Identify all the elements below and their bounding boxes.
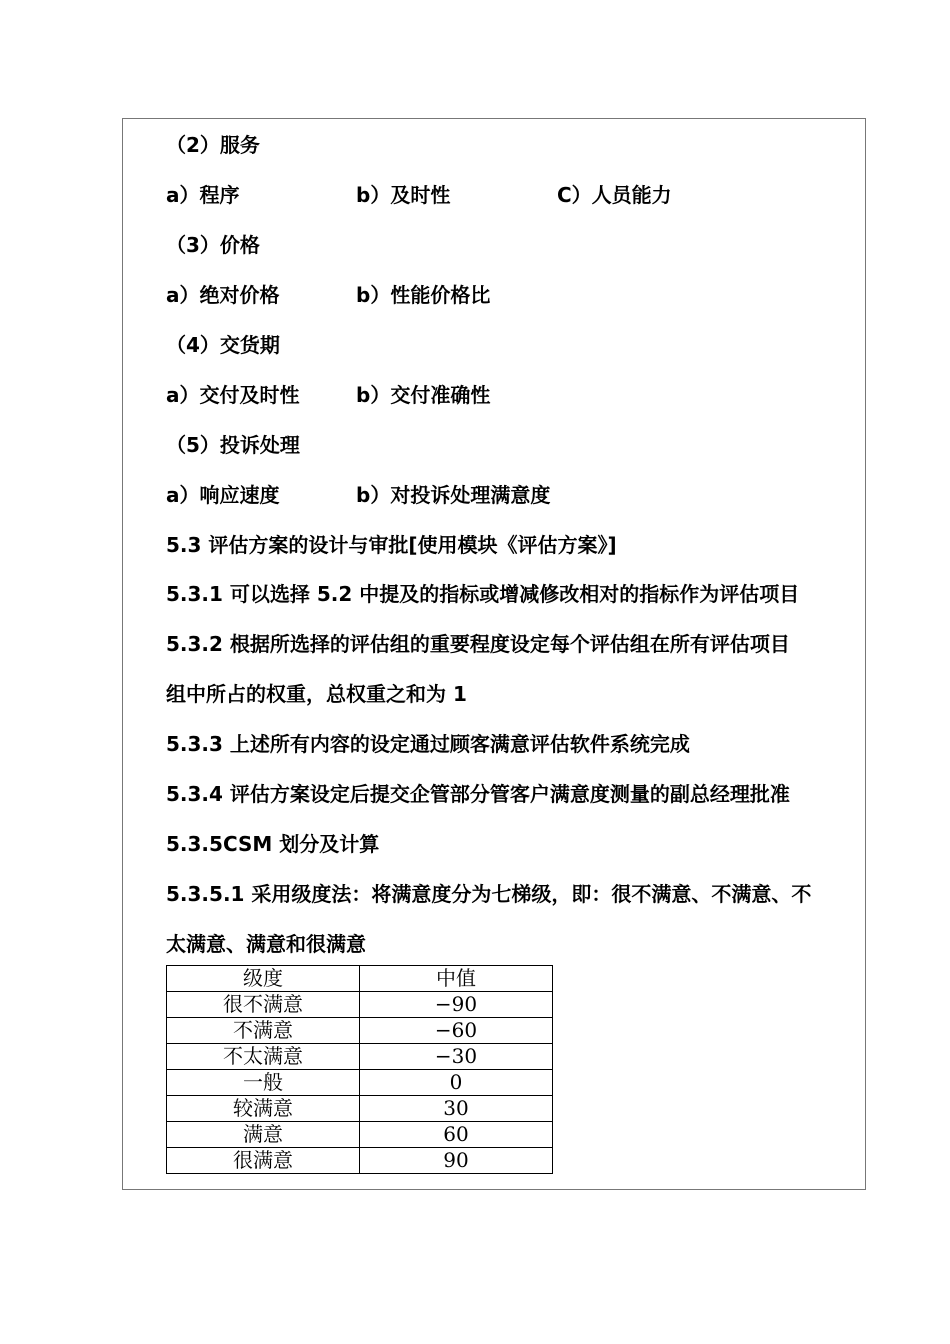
value-cell: 60	[360, 1122, 553, 1148]
grade-cell: 不太满意	[167, 1044, 360, 1070]
grade-table	[166, 965, 553, 1174]
section-5-3-5-1-cont: 太满意、满意和很满意	[166, 932, 366, 956]
item-delivery-timeliness: a）交付及时性	[166, 383, 300, 407]
table-row	[167, 1122, 553, 1148]
value-cell: −60	[360, 1018, 553, 1044]
item-absolute-price: a）绝对价格	[166, 283, 280, 307]
section-5-3-5-1: 5.3.5.1 采用级度法：将满意度分为七梯级，即：很不满意、不满意、不	[166, 882, 812, 906]
table-row	[167, 1070, 553, 1096]
heading-service: （2）服务	[166, 133, 260, 157]
grade-cell: 一般	[167, 1070, 360, 1096]
value-cell: 30	[360, 1096, 553, 1122]
heading-price: （3）价格	[166, 233, 260, 257]
value-cell: 90	[360, 1148, 553, 1174]
header-median: 中值	[360, 966, 553, 992]
grade-cell: 很满意	[167, 1148, 360, 1174]
table-row	[167, 1044, 553, 1070]
price-items	[166, 283, 866, 307]
table-row	[167, 1148, 553, 1174]
item-price-performance: b）性能价格比	[356, 283, 491, 307]
section-5-3-2: 5.3.2 根据所选择的评估组的重要程度设定每个评估组在所有评估项目	[166, 632, 790, 656]
grade-cell: 满意	[167, 1122, 360, 1148]
section-5-3-3: 5.3.3 上述所有内容的设定通过顾客满意评估软件系统完成	[166, 732, 690, 756]
heading-complaint: （5）投诉处理	[166, 433, 300, 457]
table-row	[167, 1096, 553, 1122]
delivery-items	[166, 383, 866, 407]
table-row	[167, 1018, 553, 1044]
section-5-3-2-cont: 组中所占的权重，总权重之和为 1	[166, 682, 467, 706]
table-header-row	[167, 966, 553, 992]
item-staff-ability: C）人员能力	[557, 183, 672, 207]
service-items	[166, 183, 866, 207]
section-5-3: 5.3 评估方案的设计与审批[使用模块《评估方案》]	[166, 533, 617, 557]
item-delivery-accuracy: b）交付准确性	[356, 383, 491, 407]
heading-delivery: （4）交货期	[166, 333, 280, 357]
section-5-3-4: 5.3.4 评估方案设定后提交企管部分管客户满意度测量的副总经理批准	[166, 782, 790, 806]
section-5-3-1: 5.3.1 可以选择 5.2 中提及的指标或增减修改相对的指标作为评估项目	[166, 582, 800, 606]
item-procedure: a）程序	[166, 183, 240, 207]
grade-cell: 不满意	[167, 1018, 360, 1044]
item-response-speed: a）响应速度	[166, 483, 280, 507]
grade-cell: 较满意	[167, 1096, 360, 1122]
value-cell: −90	[360, 992, 553, 1018]
value-cell: −30	[360, 1044, 553, 1070]
header-grade: 级度	[167, 966, 360, 992]
grade-cell: 很不满意	[167, 992, 360, 1018]
complaint-items	[166, 483, 866, 507]
item-timeliness: b）及时性	[356, 183, 451, 207]
section-5-3-5: 5.3.5CSM 划分及计算	[166, 832, 380, 856]
item-complaint-satisfaction: b）对投诉处理满意度	[356, 483, 551, 507]
value-cell: 0	[360, 1070, 553, 1096]
table-row	[167, 992, 553, 1018]
